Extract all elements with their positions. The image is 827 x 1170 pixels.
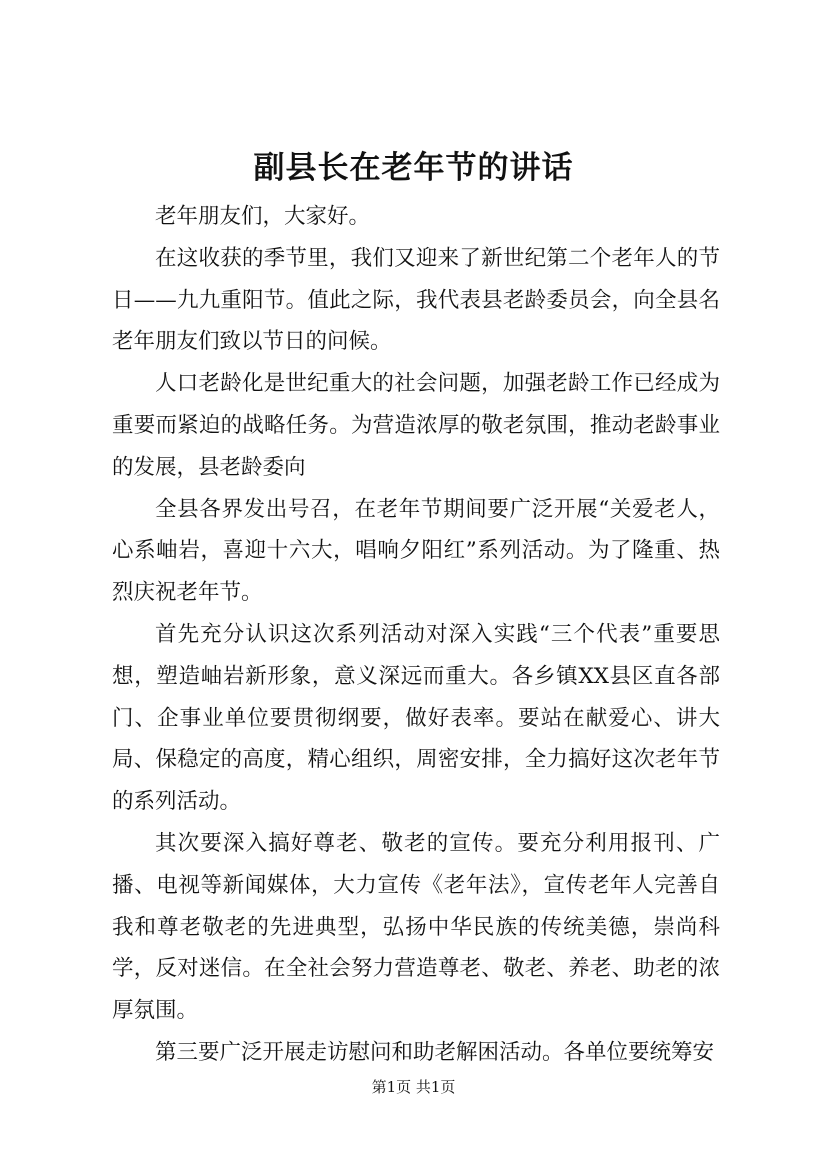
document-body [112, 196, 720, 1074]
paragraph-second: 其次要深入搞好尊老、敬老的宣传。要充分利用报刊、广播、电视等新闻媒体，大力宣传《老年法》，宣传老年人完善自我和尊老敬老的先进典型，弘扬中华民族的传统美德，崇尚科学，反对迷信。在全社会努力营造尊老、敬老、养老、助老的浓厚氛围。 [112, 830, 720, 1024]
page-footer: 第1页 共1页 [371, 1078, 456, 1096]
paragraph-aging: 人口老龄化是世纪重大的社会问题，加强老龄工作已经成为重要而紧迫的战略任务。为营造浓厚的敬老氛围，推动老龄事业的发展，县老龄委向 [112, 371, 720, 480]
paragraph-festival: 在这收获的季节里，我们又迎来了新世纪第二个老年人的节日——九九重阳节。值此之际，我代表县老龄委员会，向全县名老年朋友们致以节日的问候。 [112, 245, 720, 355]
paragraph-call: 全县各界发出号召，在老年节期间要广泛开展“关爱老人，心系岫岩，喜迎十六大，唱响夕阳红”系列活动。为了隆重、热烈庆祝老年节。 [112, 496, 720, 606]
paragraph-greeting: 老年朋友们，大家好。 [155, 204, 371, 229]
paragraph-first: 首先充分认识这次系列活动对深入实践“三个代表”重要思想，塑造岫岩新形象，意义深远而重大。各乡镇XX县区直各部门、企事业单位要贯彻纲要，做好表率。要站在献爱心、讲大局、保稳定的高度，精心组织，周密安排，全力搞好这次老年节的系列活动。 [112, 621, 720, 815]
paragraph-third: 第三要广泛开展走访慰问和助老解困活动。各单位要统筹安 [155, 1039, 715, 1065]
document-title: 副县长在老年节的讲话 [253, 150, 574, 186]
